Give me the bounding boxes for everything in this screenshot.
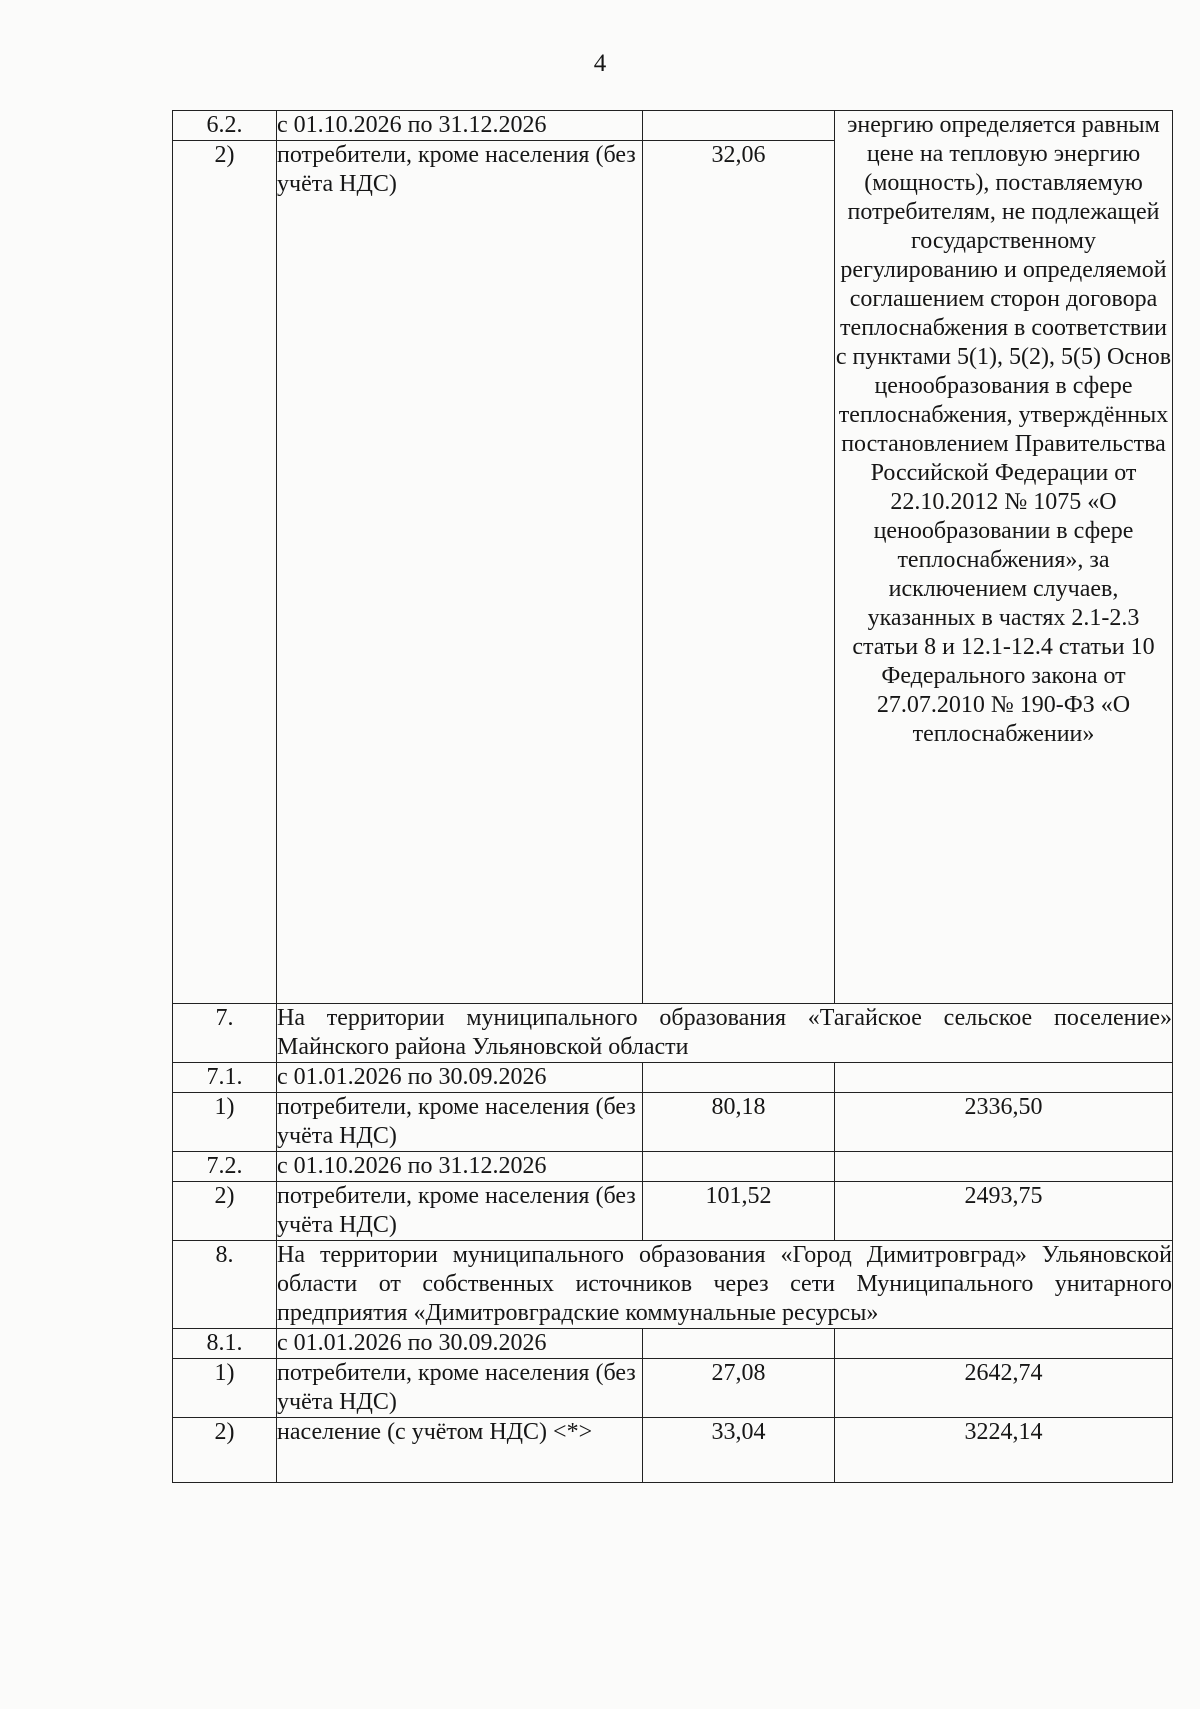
row-number: 2) [173, 1182, 277, 1241]
period-label: с 01.10.2026 по 31.12.2026 [277, 1152, 643, 1182]
row-number: 7. [173, 1004, 277, 1063]
value-cell: 80,18 [643, 1093, 835, 1152]
value-cell: 101,52 [643, 1182, 835, 1241]
row-number: 7.2. [173, 1152, 277, 1182]
table-row [173, 1004, 1173, 1063]
period-label: с 01.01.2026 по 30.09.2026 [277, 1329, 643, 1359]
consumer-label: потребители, кроме населения (без учёта НДС) [277, 1182, 643, 1241]
consumer-label: потребители, кроме населения (без учёта НДС) [277, 1359, 643, 1418]
period-label: с 01.01.2026 по 30.09.2026 [277, 1063, 643, 1093]
tariff-table [172, 110, 1173, 1483]
table-row [173, 1063, 1173, 1093]
row-number: 1) [173, 1093, 277, 1152]
value-cell: 2642,74 [835, 1359, 1173, 1418]
table-row [173, 1093, 1173, 1152]
value-cell: 27,08 [643, 1359, 835, 1418]
value-cell: 3224,14 [835, 1418, 1173, 1483]
value-cell [643, 111, 835, 141]
value-cell [643, 1063, 835, 1093]
row-number: 1) [173, 1359, 277, 1418]
table-row [173, 1359, 1173, 1418]
value-cell: 32,06 [643, 141, 835, 1004]
table-row [173, 1182, 1173, 1241]
row-number: 8. [173, 1241, 277, 1329]
value-cell [835, 1152, 1173, 1182]
value-cell: 33,04 [643, 1418, 835, 1483]
page-number: 4 [593, 50, 607, 77]
value-cell [835, 1329, 1173, 1359]
value-cell [835, 1063, 1173, 1093]
table-row [173, 111, 1173, 141]
table-row [173, 1329, 1173, 1359]
value-cell [643, 1152, 835, 1182]
tariff-note: энергию определяется равным цене на тепловую энергию (мощность), поставляемую потребителям, не подлежащей государственному регулированию и определяемой соглашением сторон договора теплоснабжения в соответствии с пунктами 5(1), 5(2), 5(5) Основ ценообразования в сфере теплоснабжения, утверждённых постановлением Правительства Российской Федерации от 22.10.2012 № 1075 «О ценообразовании в сфере теплоснабжения», за исключением случаев, указанных в частях 2.1-2.3 статьи 8 и 12.1-12.4 статьи 10 Федерального закона от 27.07.2010 № 190-ФЗ «О теплоснабжении» [835, 111, 1173, 1004]
section-title: На территории муниципального образования «Тагайское сельское поселение» Майнского района Ульяновской области [277, 1004, 1173, 1063]
row-number: 2) [173, 141, 277, 1004]
consumer-label: население (с учётом НДС) <*> [277, 1418, 643, 1483]
section-title: На территории муниципального образования «Город Димитровград» Ульяновской области от собственных источников через сети Муниципального унитарного предприятия «Димитровградские коммунальные ресурсы» [277, 1241, 1173, 1329]
period-label: с 01.10.2026 по 31.12.2026 [277, 111, 643, 141]
consumer-label: потребители, кроме населения (без учёта НДС) [277, 141, 643, 1004]
value-cell [643, 1329, 835, 1359]
row-number: 6.2. [173, 111, 277, 141]
table-row [173, 1418, 1173, 1483]
table-row [173, 1152, 1173, 1182]
row-number: 8.1. [173, 1329, 277, 1359]
value-cell: 2493,75 [835, 1182, 1173, 1241]
row-number: 2) [173, 1418, 277, 1483]
row-number: 7.1. [173, 1063, 277, 1093]
table-row [173, 1241, 1173, 1329]
value-cell: 2336,50 [835, 1093, 1173, 1152]
consumer-label: потребители, кроме населения (без учёта НДС) [277, 1093, 643, 1152]
